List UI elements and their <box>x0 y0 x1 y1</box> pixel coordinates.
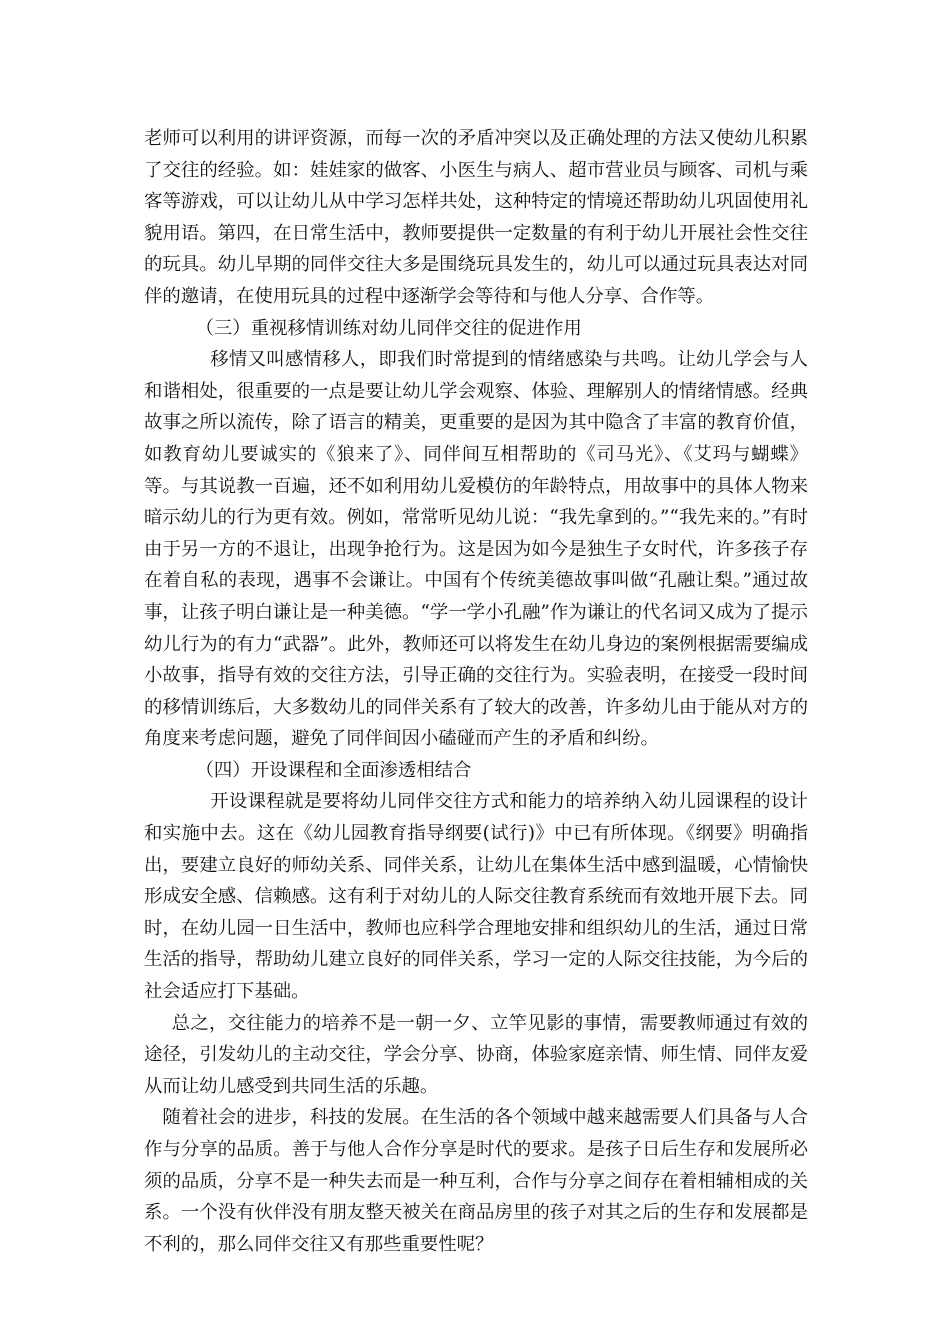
section-heading-4: （四）开设课程和全面渗透相结合 <box>195 759 472 781</box>
paragraph-summary: 总之，交往能力的培养不是一朝一夕、立竿见影的事情，需要教师通过有效的途径，引发幼儿的主动交往，学会分享、协商，体验家庭亲情、师生情、同伴友爱从而让幼儿感受到共同生活的乐趣。 <box>144 1012 808 1097</box>
document-body <box>144 123 808 1260</box>
paragraph-empathy-training: 移情又叫感情移人，即我们时常提到的情绪感染与共鸣。让幼儿学会与人和谐相处，很重要的一点是要让幼儿学会观察、体验、理解别人的情绪情感。经典故事之所以流传，除了语言的精美，更重要的是因为其中隐含了丰富的教育价值，如教育幼儿要诚实的《狼来了》、同伴间互相帮助的《司马光》、《艾玛与蝴蝶》等。与其说教一百遍，还不如利用幼儿爱模仿的年龄特点，用故事中的具体人物来暗示幼儿的行为更有效。例如，常常听见幼儿说：“我先拿到的。”“我先来的。”有时由于另一方的不退让，出现争抢行为。这是因为如今是独生子女时代，许多孩子存在着自私的表现，遇事不会谦让。中国有个传统美德故事叫做“孔融让梨。”通过故事，让孩子明白谦让是一种美德。“学一学小孔融”作为谦让的代名词又成为了提示幼儿行为的有力“武器”。此外，教师还可以将发生在幼儿身边的案例根据需要编成小故事，指导有效的交往方法，引导正确的交往行为。实验表明，在接受一段时间的移情训练后，大多数幼儿的同伴关系有了较大的改善，许多幼儿由于能从对方的角度来考虑问题，避免了同伴间因小磕碰而产生的矛盾和纠纷。 <box>144 349 808 750</box>
paragraph-curriculum: 开设课程就是要将幼儿同伴交往方式和能力的培养纳入幼儿园课程的设计和实施中去。这在《幼儿园教育指导纲要(试行)》中已有所体现。《纲要》明确指出，要建立良好的师幼关系、同伴关系，让幼儿在集体生活中感到温暖，心情愉快形成安全感、信赖感。这有利于对幼儿的人际交往教育系统而有效地开展下去。同时，在幼儿园一日生活中，教师也应科学合理地安排和组织幼儿的生活，通过日常生活的指导，帮助幼儿建立良好的同伴关系，学习一定的人际交往技能，为今后的社会适应打下基础。 <box>144 791 808 1003</box>
paragraph-social-progress: 随着社会的进步，科技的发展。在生活的各个领域中越来越需要人们具备与人合作与分享的品质。善于与他人合作分享是时代的要求。是孩子日后生存和发展所必须的品质，分享不是一种失去而是一种互利，合作与分享之间存在着相辅相成的关系。一个没有伙伴没有朋友整天被关在商品房里的孩子对其之后的生存和发展都是不利的，那么同伴交往又有那些重要性呢？ <box>144 1107 808 1255</box>
paragraph-toy-play: 老师可以利用的讲评资源，而每一次的矛盾冲突以及正确处理的方法又使幼儿积累了交往的经验。如：娃娃家的做客、小医生与病人、超市营业员与顾客、司机与乘客等游戏，可以让幼儿从中学习怎样共处，这种特定的情境还帮助幼儿巩固使用礼貌用语。第四，在日常生活中，教师要提供一定数量的有利于幼儿开展社会性交往的玩具。幼儿早期的同伴交往大多是围绕玩具发生的，幼儿可以通过玩具表达对同伴的邀请，在使用玩具的过程中逐渐学会等待和与他人分享、合作等。 <box>144 128 808 307</box>
section-heading-3: （三）重视移情训练对幼儿同伴交往的促进作用 <box>195 317 582 339</box>
